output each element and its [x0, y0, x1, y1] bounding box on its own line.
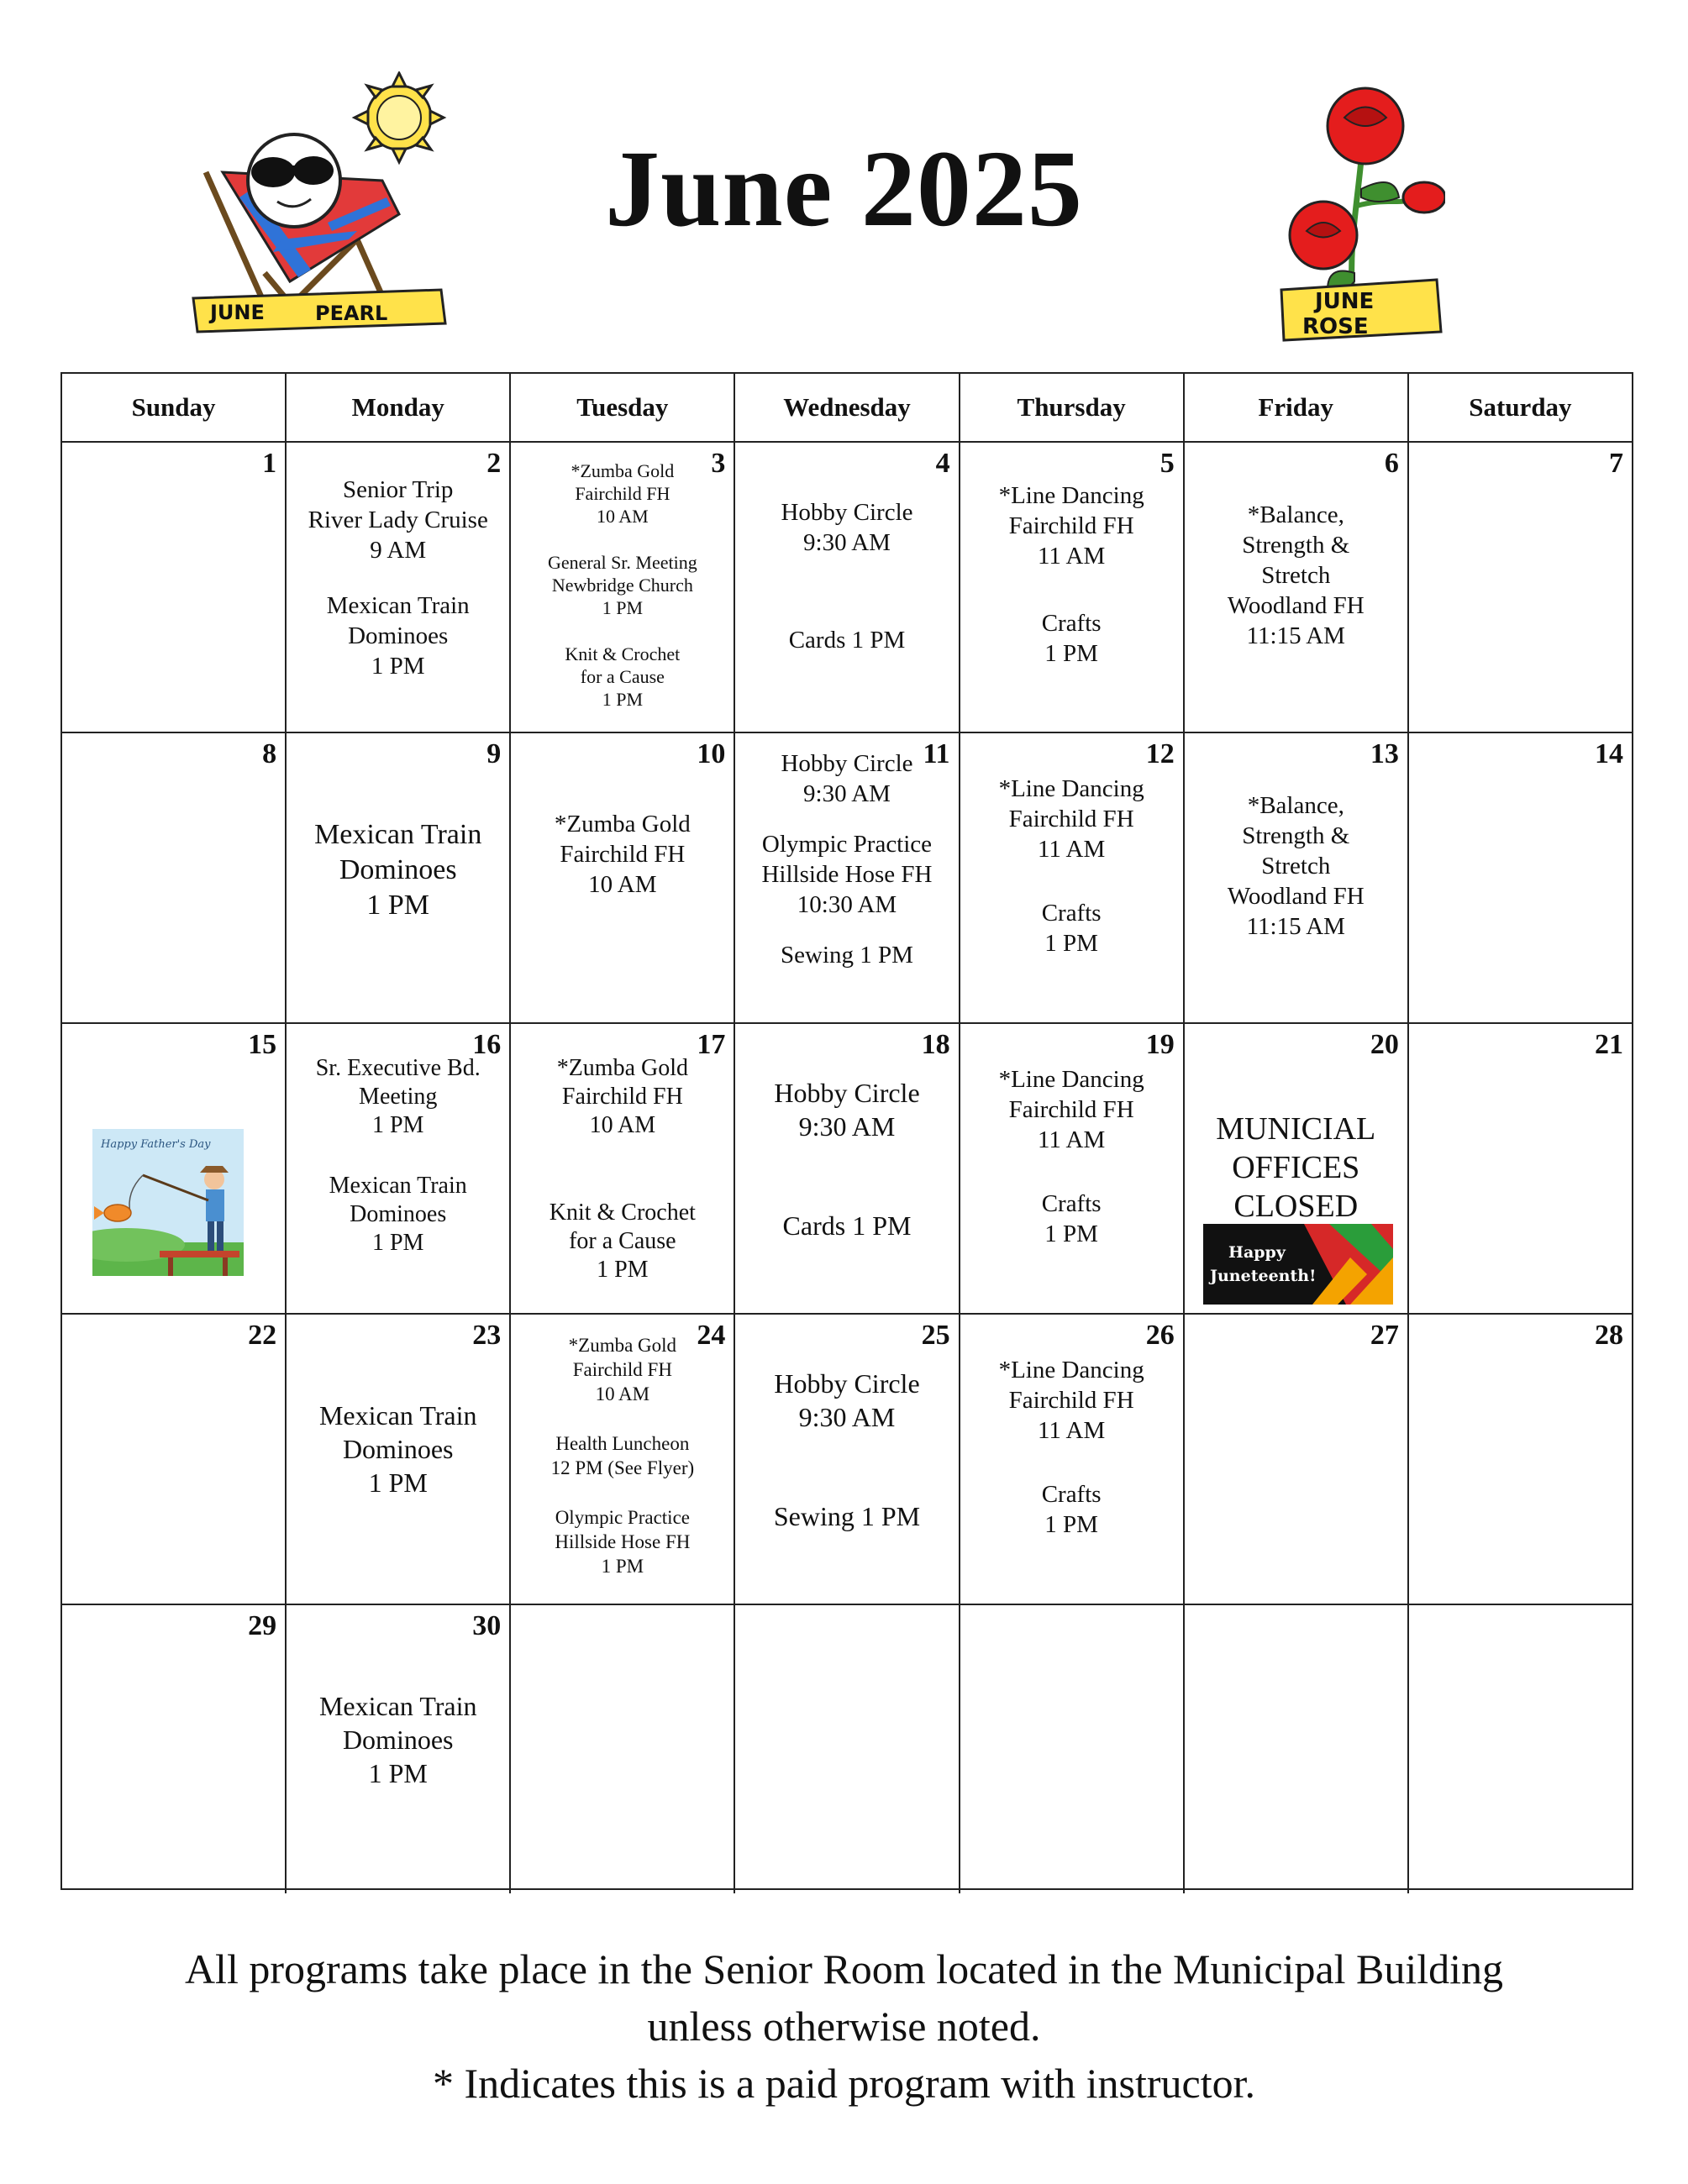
weekday-friday: Friday [1185, 374, 1409, 441]
svg-text:Juneteenth!: Juneteenth! [1209, 1267, 1317, 1285]
day-cell-empty [1409, 1605, 1632, 1893]
event-hobby-circle: Hobby Circle 9:30 AM [781, 499, 913, 556]
event-health-luncheon: Health Luncheon 12 PM (See Flyer) [550, 1433, 695, 1478]
day-cell-20 [1185, 1024, 1409, 1313]
day-number: 6 [1384, 448, 1399, 479]
day-number: 12 [1145, 738, 1175, 769]
footer-line-2: unless otherwise noted. [647, 2003, 1041, 2050]
event-mexican-train: Mexican Train Dominoes 1 PM [314, 819, 482, 921]
day-number: 22 [248, 1320, 277, 1351]
event-mexican-train: Mexican Train Dominoes 1 PM [326, 592, 470, 680]
week-row [62, 443, 1632, 733]
day-number: 19 [1145, 1029, 1175, 1060]
svg-text:PEARL: PEARL [315, 302, 388, 325]
day-number: 17 [697, 1029, 726, 1060]
day-number: 16 [472, 1029, 502, 1060]
june-rose-logo [1277, 80, 1445, 349]
calendar-title: June 2025 [605, 129, 1083, 249]
day-number: 29 [248, 1610, 277, 1641]
svg-text:Happy: Happy [1228, 1243, 1286, 1262]
event-mexican-train: Mexican Train Dominoes 1 PM [329, 1173, 467, 1256]
weekday-thursday: Thursday [960, 374, 1185, 441]
weekday-monday: Monday [287, 374, 511, 441]
day-number: 23 [472, 1320, 502, 1351]
day-number: 28 [1594, 1320, 1623, 1351]
event-executive-board: Sr. Executive Bd. Meeting 1 PM [315, 1055, 481, 1138]
event-olympic-practice: Olympic Practice Hillside Hose FH 1 PM [555, 1507, 691, 1577]
event-cards: Cards 1 PM [782, 1210, 912, 1241]
weekday-saturday: Saturday [1469, 392, 1572, 422]
event-mexican-train: Mexican Train Dominoes 1 PM [318, 1400, 477, 1498]
week-row [62, 1315, 1632, 1605]
day-cell-26 [960, 1315, 1185, 1604]
day-cell-8 [62, 733, 287, 1022]
event-hobby-circle: Hobby Circle 9:30 AM [781, 750, 913, 807]
day-number: 21 [1594, 1029, 1623, 1060]
day-number: 7 [1608, 448, 1623, 479]
event-mexican-train: Mexican Train Dominoes 1 PM [318, 1691, 477, 1788]
day-cell-3 [511, 443, 735, 732]
rose-icon [1277, 80, 1445, 349]
day-number: 15 [248, 1029, 277, 1060]
day-cell-30 [287, 1605, 511, 1893]
day-cell-6 [1185, 443, 1409, 732]
calendar-grid [60, 372, 1633, 1890]
svg-text:Happy Father's Day: Happy Father's Day [101, 1138, 211, 1151]
event-cards: Cards 1 PM [788, 627, 906, 654]
day-cell-23 [287, 1315, 511, 1604]
day-number: 10 [697, 738, 726, 769]
day-cell-22 [62, 1315, 287, 1604]
weekday-header-row [62, 374, 1632, 443]
day-number: 8 [262, 738, 277, 769]
event-sewing: Sewing 1 PM [773, 1501, 921, 1531]
event-hobby-circle: Hobby Circle 9:30 AM [774, 1078, 920, 1142]
day-number: 4 [935, 448, 950, 479]
day-cell-16 [287, 1024, 511, 1313]
day-number: 5 [1160, 448, 1175, 479]
day-cell-empty [511, 1605, 735, 1893]
event-balance-strength: *Balance, Strength & Stretch Woodland FH 11:15 AM [1227, 501, 1365, 649]
day-cell-empty [735, 1605, 960, 1893]
day-cell-7 [1409, 443, 1632, 732]
footer-line-1: All programs take place in the Senior Room located in the Municipal Building [184, 1945, 1504, 1992]
day-number: 11 [923, 738, 950, 769]
day-number: 26 [1145, 1320, 1175, 1351]
day-cell-empty [960, 1605, 1185, 1893]
day-cell-29 [62, 1605, 287, 1893]
day-cell-11 [735, 733, 960, 1022]
event-zumba-gold: *Zumba Gold Fairchild FH 10 AM [554, 811, 691, 898]
day-number: 25 [921, 1320, 950, 1351]
june-pearl-logo [189, 71, 450, 349]
day-cell-1 [62, 443, 287, 732]
day-number: 3 [711, 448, 726, 479]
day-number: 24 [697, 1320, 726, 1351]
day-number: 1 [262, 448, 277, 479]
day-cell-27 [1185, 1315, 1409, 1604]
beach-chair-pearl-icon [189, 71, 450, 349]
day-number: 20 [1370, 1029, 1399, 1060]
event-zumba-gold: *Zumba Gold Fairchild FH 10 AM [556, 1055, 688, 1138]
day-number: 18 [921, 1029, 950, 1060]
week-row [62, 733, 1632, 1024]
juneteenth-image [1203, 1224, 1393, 1305]
day-number: 9 [486, 738, 502, 769]
week-row [62, 1024, 1632, 1315]
day-cell-10 [511, 733, 735, 1022]
day-cell-19 [960, 1024, 1185, 1313]
day-cell-2 [287, 443, 511, 732]
event-senior-trip: Senior Trip River Lady Cruise 9 AM [308, 476, 488, 564]
day-cell-21 [1409, 1024, 1632, 1313]
day-number: 27 [1370, 1320, 1399, 1351]
event-crafts: Crafts 1 PM [1041, 1481, 1102, 1538]
day-number: 2 [486, 448, 502, 479]
day-cell-9 [287, 733, 511, 1022]
offices-closed-notice: MUNICIAL OFFICES CLOSED [1216, 1111, 1376, 1224]
event-crafts: Crafts 1 PM [1041, 1190, 1102, 1247]
event-zumba-gold: *Zumba Gold Fairchild FH 10 AM [568, 1335, 677, 1404]
day-cell-24 [511, 1315, 735, 1604]
event-general-meeting: General Sr. Meeting Newbridge Church 1 PM [547, 552, 697, 618]
weekday-wednesday: Wednesday [735, 374, 960, 441]
event-sewing: Sewing 1 PM [781, 942, 913, 969]
event-crafts: Crafts 1 PM [1041, 610, 1102, 667]
juneteenth-banner-icon [1203, 1224, 1393, 1305]
day-cell-17 [511, 1024, 735, 1313]
svg-text:JUNE: JUNE [210, 301, 265, 324]
event-line-dancing: *Line Dancing Fairchild FH 11 AM [998, 775, 1144, 863]
day-cell-12 [960, 733, 1185, 1022]
day-cell-5 [960, 443, 1185, 732]
day-cell-14 [1409, 733, 1632, 1022]
event-balance-strength: *Balance, Strength & Stretch Woodland FH 11:15 AM [1227, 792, 1365, 940]
svg-text:JUNE: JUNE [1315, 289, 1375, 314]
fishing-father-icon [92, 1129, 244, 1276]
svg-text:ROSE: ROSE [1302, 314, 1369, 339]
day-cell-empty [1185, 1605, 1409, 1893]
weekday-tuesday: Tuesday [511, 374, 735, 441]
event-zumba-gold: *Zumba Gold Fairchild FH 10 AM [571, 460, 675, 527]
day-cell-15 [62, 1024, 287, 1313]
day-cell-18 [735, 1024, 960, 1313]
event-hobby-circle: Hobby Circle 9:30 AM [774, 1368, 920, 1432]
event-crafts: Crafts 1 PM [1041, 900, 1102, 957]
day-number: 13 [1370, 738, 1399, 769]
day-cell-4 [735, 443, 960, 732]
footer-line-3: * Indicates this is a paid program with instructor. [433, 2060, 1255, 2107]
fathers-day-image [92, 1129, 244, 1276]
day-number: 14 [1594, 738, 1623, 769]
event-olympic-practice: Olympic Practice Hillside Hose FH 10:30 AM [761, 831, 933, 918]
week-row [62, 1605, 1632, 1893]
footer-note [0, 1940, 1688, 2112]
event-line-dancing: *Line Dancing Fairchild FH 11 AM [998, 1357, 1144, 1444]
event-knit-crochet: Knit & Crochet for a Cause 1 PM [565, 643, 681, 710]
event-line-dancing: *Line Dancing Fairchild FH 11 AM [998, 1066, 1144, 1153]
event-knit-crochet: Knit & Crochet for a Cause 1 PM [549, 1200, 696, 1283]
event-line-dancing: *Line Dancing Fairchild FH 11 AM [998, 482, 1144, 570]
weekday-sunday: Sunday [62, 374, 287, 441]
sun-icon [355, 73, 444, 162]
day-number: 30 [472, 1610, 502, 1641]
day-cell-13 [1185, 733, 1409, 1022]
day-cell-25 [735, 1315, 960, 1604]
day-cell-28 [1409, 1315, 1632, 1604]
